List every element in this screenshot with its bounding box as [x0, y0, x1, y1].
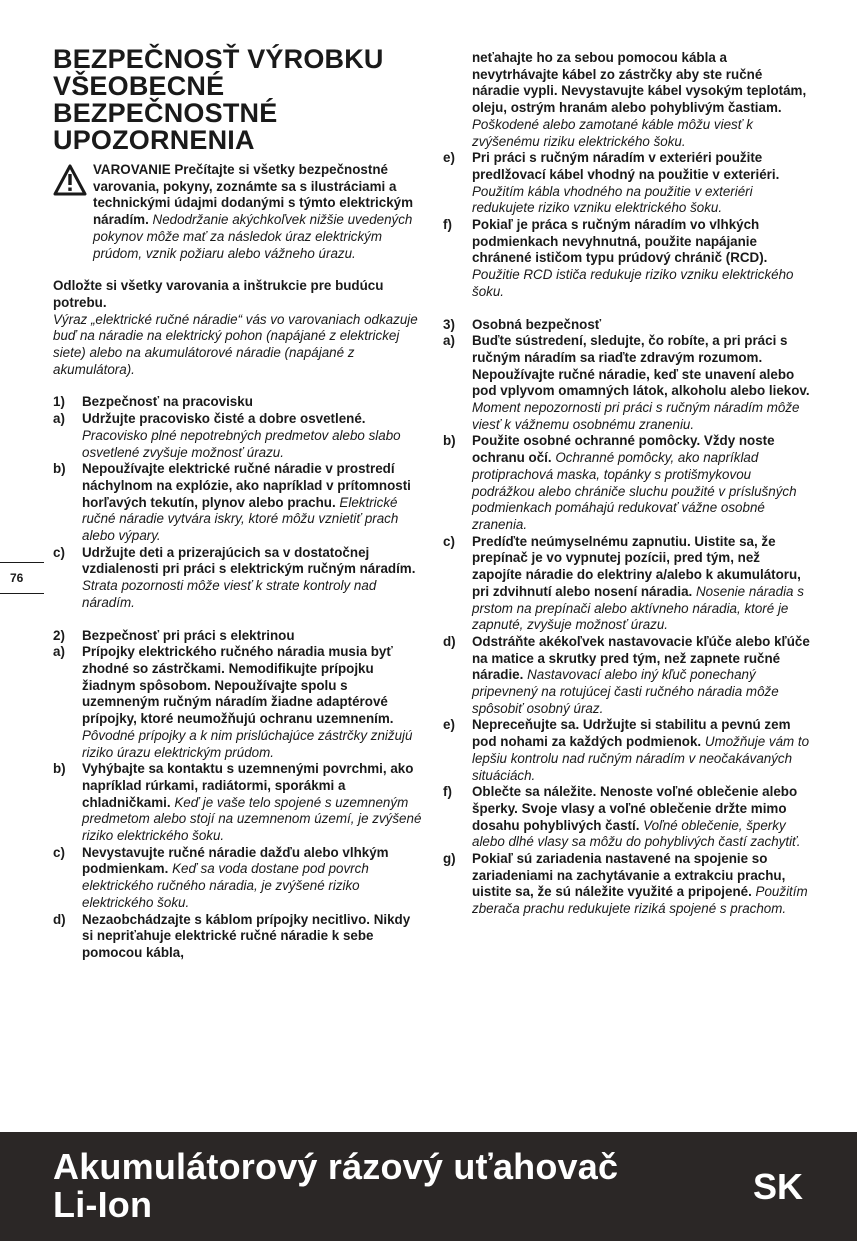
list-item: d) Odstráňte akékoľvek nastavovacie kľúče alebo kľúče na matice a skrutky pred tým, než zapnete ručné náradie. Nastavovací alebo iný kľuč ponechaný pripevnený na rotujúcej časti ručného náradia môže spôsobiť osobný úraz. [443, 633, 810, 716]
list-item: c) Udržujte deti a prizerajúcich sa v dostatočnej vzdialenosti pri práci s elektrickým ručným náradím. Strata pozornosti môže viesť k strate kontroly nad náradím. [53, 544, 416, 610]
list-item: e) Pri práci s ručným náradím v exteriéri použite predlžovací kábel vhodný na použitie v exteriéri. Použitím kábla vhodného na použitie v exteriéri redukujete riziko vzniku elektrického šoku. [443, 150, 780, 216]
warning-note: Nedodržanie akýchkoľvek nižšie uvedených pokynov môže mať za následok úraz elektrickým prúdom, vznik požiaru alebo vážneho úrazu. [93, 212, 413, 261]
list-item: a) Prípojky elektrického ručného náradia musia byť zhodné so zástrčkami. Nemodifikujte prípojku žiadnym spôsobom. Nepoužívajte spolu s uzemneným ručným náradím žiadne adaptérové prípojky, ktoré neumožňujú ochranu uzemnením. Pôvodné prípojky a k nim prislúchajúce zástrčky znižujú riziko úrazu elektrickým prúdom. [53, 644, 413, 760]
page-number [0, 562, 44, 594]
list-item: e) Nepreceňujte sa. Udržujte si stabilitu a pevnú zem pod nohami za každých podmienok. Umožňuje vám to lepšiu kontrolu nad ručným náradím v neočakávaných situáciách. [443, 717, 810, 783]
list-item: f) Oblečte sa náležite. Nenoste voľné oblečenie alebo šperky. Svoje vlasy a voľné oblečenie držte mimo dosahu pohyblivých častí. Voľné oblečenie, šperky alebo dlhé vlasy sa môžu do pohyblivých častí zachytiť. [443, 784, 801, 850]
section-heading-2: 2) Bezpečnosť pri práci s elektrinou [53, 627, 295, 643]
list-item: c) Predíďte neúmyselnému zapnutiu. Uistite sa, že prepínač je vo vypnutej pozícii, pred tým, než zapojíte náradie do elektriny a/alebo k akumulátoru, pri zdvihnutí alebo nosení náradia. Nosenie náradia s prstom na prepínači alebo aktívneho náradia, ktoré je zapnuté, zvyšuje možnosť úrazu. [443, 533, 804, 633]
left-column [53, 46, 423, 962]
warning-block [53, 164, 423, 262]
list-item: d) Nezaobchádzajte s káblom prípojky necitlivo. Nikdy si nepriťahuje elektrické ručné náradie k sebe pomocou kábla, [53, 912, 423, 962]
list-item: g) Pokiaľ sú zariadenia nastavené na spojenie so zariadeniami na zachytávanie a extrakciu prachu, uistite sa, že sú náležite využité a pripojené. Použitím zberača prachu redukujete riziká spojené s prachom. [443, 851, 808, 917]
list-item: a) Buďte sústredení, sledujte, čo robíte, a pri práci s ručným náradím sa riaďte zdravým rozumom. Nepoužívajte ručné náradie, keď ste unavení alebo pod vplyvom omamných látok, alkoholu alebo liekov. Moment nepozornosti pri práci s ručným náradím môže viesť k vážnemu osobnému zraneniu. [443, 333, 810, 432]
page-title: BEZPEČNOSŤ VÝROBKU VŠEOBECNÉ BEZPEČNOSTNÉ UPOZORNENIA [53, 44, 384, 155]
list-item: b) Nepoužívajte elektrické ručné náradie v prostredí náchylnom na explózie, ako napríklad v prítomnosti horľavých tekutín, plynov alebo prachu. Elektrické ručné náradie vytvára iskry, ktoré môžu vznietiť prach alebo výpary. [53, 461, 411, 544]
warning-text: VAROVANIE Prečítajte si všetky bezpečnostné varovania, pokyny, zoznámte sa s ilustráciami a technickými údajmi dodanými s týmto elektrickým náradím. [93, 162, 413, 228]
product-title: Akumulátorový rázový uťahovač Li-Ion [53, 1146, 619, 1225]
item-d-part1: Nezaobchádzajte s káblom prípojky necitlivo. Nikdy si nepriťahuje elektrické ručné náradie k sebe pomocou kábla, [82, 911, 411, 960]
section-heading-1: 1) Bezpečnosť na pracovisku [53, 394, 253, 410]
language-code: SK [752, 1166, 803, 1207]
list-item: f) Pokiaľ je práca s ručným náradím vo vlhkých podmienkach nevyhnutná, použite napájanie chránené ističom typu prúdový chránič (RCD). Použitie RCD ističa redukuje riziko vzniku elektrického šoku. [443, 217, 794, 299]
list-item: b) Použite osobné ochranné pomôcky. Vždy noste ochranu očí. Ochranné pomôcky, ako napríklad protiprachová maska, topánky s protišmykovou podrážkou alebo chrániče sluchu použité v príslušných podmienkach pomáhajú redukovať vážne osobné zranenia. [443, 433, 797, 532]
warning-triangle-icon [53, 164, 87, 196]
save-instructions: Odložte si všetky varovania a inštrukcie pre budúcu potrebu. Výraz „elektrické ručné náradie“ vás vo varovaniach odkazuje buď na náradie na elektrický pohon (napájané z elektrickej siete) alebo na akumulátorové náradie (napájané z akumulátora). [53, 278, 418, 377]
list-item: a) Udržujte pracovisko čisté a dobre osvetlené. Pracovisko plné nepotrebných predmetov alebo slabo osvetlené zvyšuje možnosť úrazu. [53, 411, 401, 460]
item-d-part2: neťahajte ho za sebou pomocou kábla a nevytrhávajte kábel zo zástrčky aby ste ručné náradie vypli. Nevystavujte kábel vysokým teplotám, oleju, ostrým hranám alebo pohyblivým častiam. [472, 50, 807, 116]
list-item: c) Nevystavujte ručné náradie dažďu alebo vlhkým podmienkam. Keď sa voda dostane pod povrch elektrického ručného náradia, je zvýšené riziko elektrického šoku. [53, 844, 389, 910]
section-heading-3: 3) Osobná bezpečnosť [443, 316, 602, 332]
list-item: b) Vyhýbajte sa kontaktu s uzemnenými povrchmi, ako napríklad rúrkami, radiátormi, sporákmi a chladničkami. Keď je vaše telo spojené s uzemneným predmetom alebo stojí na uzemnenom území, je zvýšené riziko elektrického šoku. [53, 761, 422, 844]
footer-band [0, 1132, 857, 1241]
page-number-text: 76 [10, 571, 24, 585]
list-item-continued: neťahajte ho za sebou pomocou kábla a nevytrhávajte kábel zo zástrčky aby ste ručné náradie vypli. Nevystavujte kábel vysokým teplotám, oleju, ostrým hranám alebo pohyblivým častiam. Poškodené alebo zamotané káble môžu viesť k zvýšenému riziku elektrického šoku. [472, 50, 807, 149]
right-column [443, 50, 813, 918]
